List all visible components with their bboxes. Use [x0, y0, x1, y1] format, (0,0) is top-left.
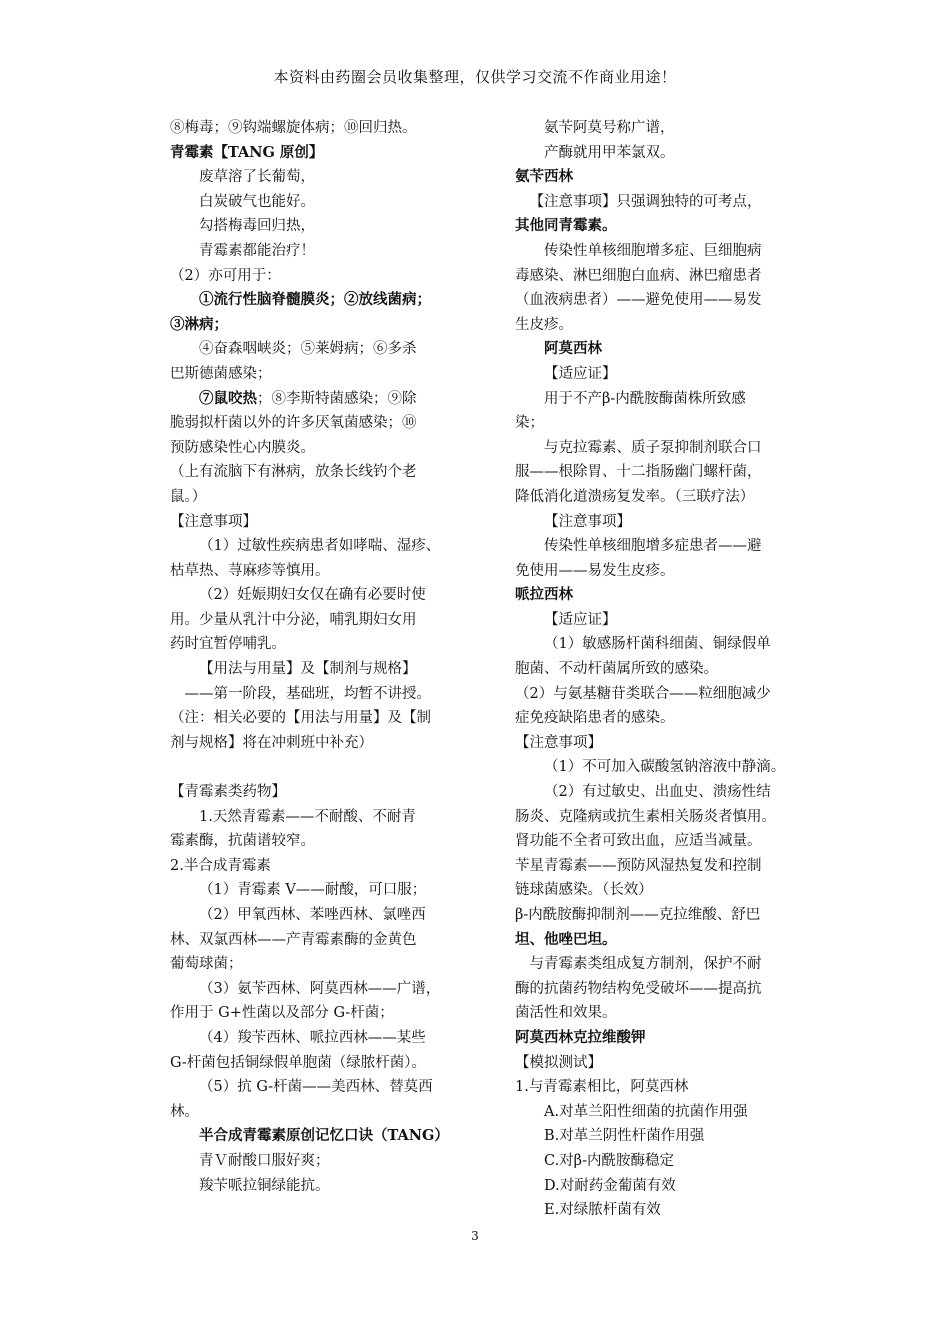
text-line: G-杆菌包括铜绿假单胞菌（绿脓杆菌）。 — [170, 1054, 426, 1071]
text-line: 【适应证】 — [544, 611, 617, 628]
text-line: 【青霉素类药物】 — [170, 784, 286, 801]
text-line: 【用法与用量】及【制剂与规格】 — [199, 661, 417, 678]
text-line: 与青霉素类组成复方制剂，保护不耐 — [529, 956, 762, 973]
text-line: 苄星青霉素——预防风湿热复发和控制 — [515, 857, 762, 874]
text-line: ④奋森咽峡炎；⑤莱姆病；⑥多杀 — [199, 341, 417, 358]
text-line: 青霉素都能治疗！ — [199, 242, 315, 259]
right-column — [515, 116, 812, 1223]
text-line: 作用于 G+性菌以及部分 G-杆菌； — [170, 1005, 394, 1022]
text-line: 降低消化道溃疡复发率。（三联疗法） — [515, 488, 755, 505]
text-line: 预防感染性心内膜炎。 — [170, 439, 315, 456]
text-line: （1）敏感肠杆菌科细菌、铜绿假单 — [544, 636, 771, 653]
text-line: 【模拟测试】 — [515, 1054, 602, 1071]
text-line: 废草溶了长葡萄， — [199, 169, 315, 186]
text-line: 染； — [515, 415, 544, 432]
text-line: 其他同青霉素。 — [515, 217, 617, 235]
text-line: 2.半合成青霉素 — [170, 857, 271, 874]
text-line: ③淋病； — [170, 315, 228, 333]
text-line: ——第一阶段，基础班，均暂不讲授。 — [184, 685, 431, 702]
text-line: 林。 — [170, 1103, 199, 1120]
text-line: （1）过敏性疾病患者如哮喘、湿疹、 — [199, 538, 441, 555]
text-line: 枯草热、荨麻疹等慎用。 — [170, 562, 330, 579]
text-line: 菌活性和效果。 — [515, 1005, 617, 1022]
text-line: （2）有过敏史、出血史、溃疡性结 — [544, 784, 771, 801]
text-line: 羧苄哌拉铜绿能抗。 — [199, 1177, 330, 1194]
text-line: 勾搭梅毒回归热， — [199, 218, 315, 235]
text-line: （2）甲氧西林、苯唑西林、氯唑西 — [199, 907, 426, 923]
text-line: 【注意事项】 — [170, 513, 257, 530]
text-line: 剂与规格】将在冲刺班中补充） — [170, 734, 373, 751]
text-line: 用。少量从乳汁中分泌，哺乳期妇女用 — [170, 611, 417, 628]
text-line: 传染性单核细胞增多症患者——避 — [544, 538, 762, 555]
text-line: （3）氨苄西林、阿莫西林——广谱， — [199, 980, 441, 997]
text-line: ①流行性脑脊髓膜炎；②放线菌病； — [199, 291, 431, 309]
text-line: 毒感染、淋巴细胞白血病、淋巴瘤患者 — [515, 267, 762, 284]
text-line: 【注意事项】 — [515, 734, 602, 751]
text-line: （2）亦可用于： — [170, 267, 281, 284]
text-line: （上有流脑下有淋病，放条长线钓个老 — [170, 464, 417, 481]
text-line: 1.与青霉素相比，阿莫西林 — [515, 1079, 689, 1096]
text-line: 传染性单核细胞增多症、巨细胞病 — [544, 242, 762, 259]
text-line: 哌拉西林 — [515, 586, 573, 604]
text-line: 产酶就用甲苯氯双。 — [544, 144, 675, 161]
text-line: 【注意事项】只强调独特的可考点， — [529, 193, 762, 210]
text-line: 氨苄阿莫号称广谱， — [544, 120, 675, 136]
page-header: 本资料由药圈会员收集整理，仅供学习交流不作商业用途！ — [273, 68, 677, 86]
text-line: （2）妊娠期妇女仅在确有必要时使 — [199, 587, 426, 604]
text-line: 青霉素【TANG 原创】 — [170, 143, 324, 161]
text-line — [170, 755, 470, 780]
page-number: 3 — [471, 1229, 479, 1243]
text-line: 脆弱拟杆菌以外的许多厌氧菌感染；⑩ — [170, 415, 417, 432]
text-line: 坦、他唑巴坦。 — [515, 930, 617, 948]
text-line: （1）青霉素 V——耐酸，可口服； — [199, 882, 427, 899]
text-line: D.对耐药金葡菌有效 — [544, 1177, 676, 1194]
left-column — [170, 116, 470, 1198]
text-line: 林、双氯西林——产青霉素酶的金黄色 — [170, 931, 417, 948]
text-line: 白炭破气也能好。 — [199, 193, 315, 210]
text-line: 阿莫西林克拉维酸钾 — [515, 1028, 646, 1046]
text-line: 青Ｖ耐酸口服好爽； — [199, 1152, 330, 1169]
text-line: （2）与氨基糖苷类联合——粒细胞减少 — [515, 685, 771, 702]
text-line: （注：相关必要的【用法与用量】及【制 — [170, 710, 431, 727]
text-line: ⑦鼠咬热；⑧李斯特菌感染；⑨除 — [199, 389, 417, 407]
text-line: 【适应证】 — [544, 365, 617, 382]
text-line: β-内酰胺酶抑制剂——克拉维酸、舒巴 — [515, 907, 761, 923]
text-line: 生皮疹。 — [515, 316, 573, 333]
text-line: 巴斯德菌感染； — [170, 365, 272, 382]
text-line: 酶的抗菌药物结构免受破坏——提高抗 — [515, 980, 762, 997]
text-line: 链球菌感染。（长效） — [515, 882, 653, 899]
text-line: 半合成青霉素原创记忆口诀（TANG） — [199, 1127, 449, 1145]
text-line: 症免疫缺陷患者的感染。 — [515, 710, 675, 727]
text-line: 胞菌、不动杆菌属所致的感染。 — [515, 661, 718, 678]
text-line: 免使用——易发生皮疹。 — [515, 562, 675, 579]
text-line: 阿莫西林 — [544, 340, 602, 358]
text-line: 与克拉霉素、质子泵抑制剂联合口 — [544, 439, 762, 456]
text-line: A.对革兰阳性细菌的抗菌作用强 — [544, 1103, 748, 1120]
text-line: 肠炎、克隆病或抗生素相关肠炎者慎用。 — [515, 808, 776, 825]
text-line: 鼠。） — [170, 488, 207, 505]
text-line: （血液病患者）——避免使用——易发 — [515, 292, 762, 309]
text-line: 【注意事项】 — [544, 513, 631, 530]
text-line: （4）羧苄西林、哌拉西林——某些 — [199, 1029, 426, 1046]
text-line: 1.天然青霉素——不耐酸、不耐青 — [199, 808, 416, 825]
text-line: （1）不可加入碳酸氢钠溶液中静滴。 — [544, 759, 786, 776]
text-line: 用于不产β-内酰胺酶菌株所致感 — [544, 390, 746, 407]
text-line: E.对绿脓杆菌有效 — [544, 1202, 661, 1219]
text-line: ⑧梅毒；⑨钩端螺旋体病；⑩回归热。 — [170, 120, 417, 136]
text-line: 服——根除胃、十二指肠幽门螺杆菌， — [515, 464, 762, 481]
text-line: 葡萄球菌； — [170, 956, 243, 973]
text-line: （5）抗 G-杆菌——美西林、替莫西 — [199, 1079, 433, 1096]
text-line: 氨苄西林 — [515, 168, 573, 186]
text-line: 药时宜暂停哺乳。 — [170, 636, 286, 653]
text-line: B.对革兰阴性杆菌作用强 — [544, 1128, 705, 1145]
text-line: 肾功能不全者可致出血，应适当减量。 — [515, 833, 762, 850]
text-line: C.对β-内酰胺酶稳定 — [544, 1152, 674, 1169]
text-line: 霉素酶，抗菌谱较窄。 — [170, 833, 315, 850]
